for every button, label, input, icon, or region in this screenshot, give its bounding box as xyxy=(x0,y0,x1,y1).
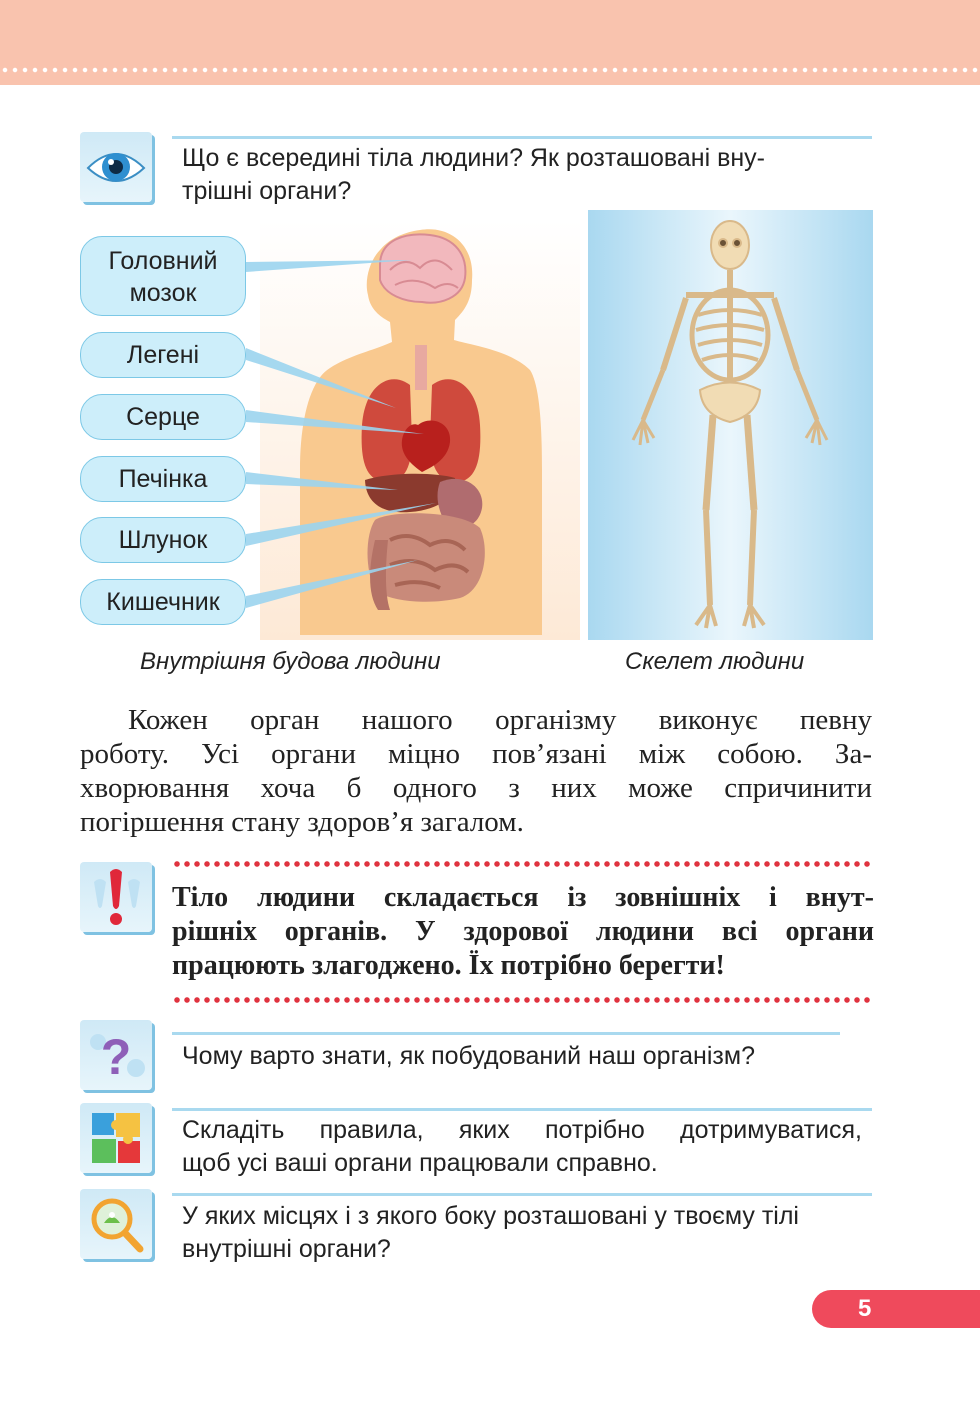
rule-line: Тіло людини складається із зовнішніх і внут- xyxy=(172,882,874,913)
label-heart-text: Серце xyxy=(126,403,200,431)
intro-question-line1: Що є всередині тіла людини? Як розташовані вну- xyxy=(182,144,765,172)
exclamation-icon xyxy=(80,862,152,932)
puzzle-rule xyxy=(172,1108,872,1111)
rule-top-dots xyxy=(172,860,874,868)
paragraph-line: погіршення стану здоров’я загалом. xyxy=(80,806,524,838)
main-paragraph xyxy=(80,703,872,839)
svg-text:?: ? xyxy=(100,1029,132,1085)
label-heart xyxy=(80,394,246,440)
caption-internal-structure: Внутрішня будова людини xyxy=(140,648,441,675)
label-intestines xyxy=(80,579,246,625)
label-intestines-text: Кишечник xyxy=(106,588,220,616)
question-icon xyxy=(80,1020,152,1090)
rule-line: працюють злагоджено. Їх потрібно берегти! xyxy=(172,950,725,981)
label-brain xyxy=(80,236,246,316)
intro-question-line2: трішні органи? xyxy=(182,177,352,205)
caption-skeleton: Скелет людини xyxy=(625,648,805,675)
explore-rule xyxy=(172,1193,872,1196)
puzzle-icon xyxy=(80,1103,152,1173)
rule-statement xyxy=(172,881,874,983)
task-explore-line2: внутрішні органи? xyxy=(182,1235,391,1263)
task-puzzle-line2: щоб усі ваші органи працювали справно. xyxy=(182,1149,658,1177)
page-number: 5 xyxy=(812,1290,980,1328)
task-puzzle xyxy=(182,1114,862,1180)
task-explore-line1: У яких місцях і з якого боку розташовані у твоєму тілі xyxy=(182,1202,799,1230)
label-stomach xyxy=(80,517,246,563)
question-rule xyxy=(172,1032,840,1035)
task-explore xyxy=(182,1200,872,1266)
magnifier-icon xyxy=(80,1189,152,1259)
paragraph-line: хворювання хоча б одного з них може спричинити xyxy=(80,772,872,804)
label-liver-text: Печінка xyxy=(118,465,208,493)
task-question: Чому варто знати, як побудований наш організм? xyxy=(182,1042,755,1070)
label-brain-text: Головний мозок xyxy=(108,247,218,307)
paragraph-line: роботу. Усі органи міцно пов’язані між собою. За- xyxy=(80,738,872,770)
label-lungs-text: Легені xyxy=(126,341,200,369)
rule-line: рішніх органів. У здорової людини всі органи xyxy=(172,916,874,947)
label-lungs xyxy=(80,332,246,378)
skeleton-illustration xyxy=(588,210,873,640)
label-liver xyxy=(80,456,246,502)
task-puzzle-line1: Складіть правила, яких потрібно дотримуватися, xyxy=(182,1116,862,1144)
rule-bottom-dots xyxy=(172,996,874,1004)
paragraph-line: Кожен орган нашого організму виконує певну xyxy=(128,704,872,736)
label-stomach-text: Шлунок xyxy=(118,526,208,554)
